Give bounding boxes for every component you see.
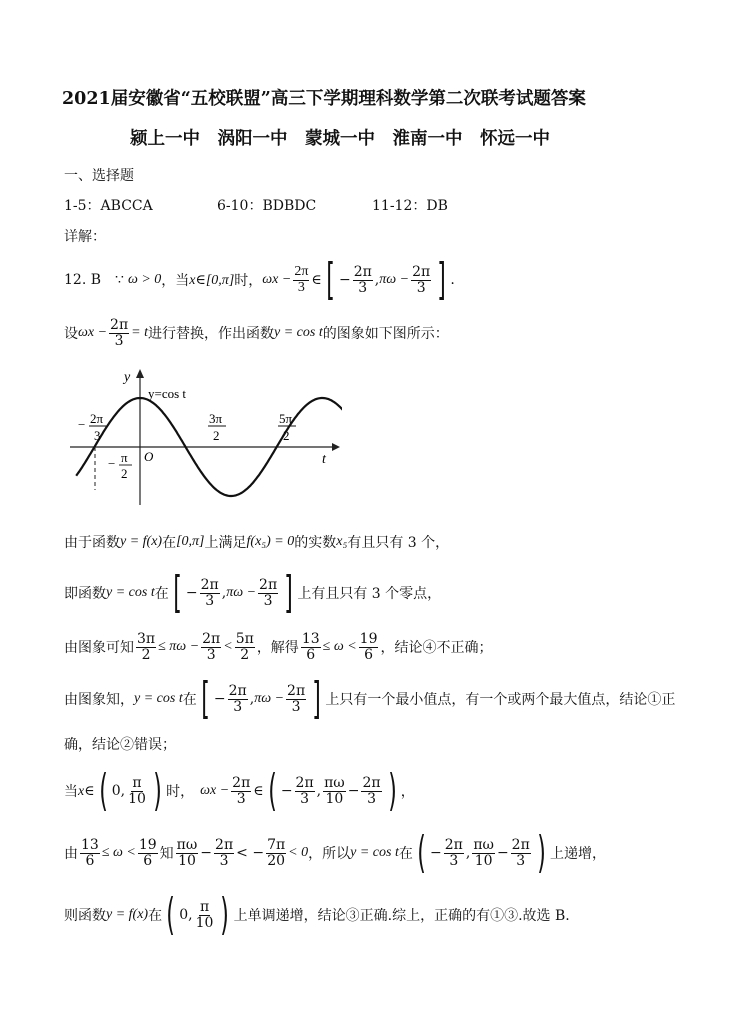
curve-label: y=cos t bbox=[148, 386, 187, 401]
origin-label: O bbox=[144, 449, 154, 464]
substitution-line: 设 ωx − $\frac{2\pi}{3}$ = t 进行替换，作出函数 y = cos t 的图象如下图所示： bbox=[64, 316, 449, 349]
para-5: 当 x∈ ( 0, $\frac{\pi}{10}$ ) 时， ωx − $\frac{2\pi}{3}$ ∈ ( − $\frac{2\pi}{3}$ , $\frac{\pi\omega}{10}$ − $\frac{2\pi}{3}$ ) ， bbox=[64, 765, 415, 816]
t-axis-label: t bbox=[322, 452, 326, 467]
answer-group-3: 11-12：DB bbox=[372, 198, 448, 214]
para-4-cont: 确，结论②错误； bbox=[64, 737, 176, 753]
para-1: 由于函数 y = f(x) 在 [0,π] 上满足 f(x₅) = 0 的实数 x₅ 有且只有 3 个， bbox=[64, 534, 450, 551]
para-6: 由 $\frac{13}{6}$ ≤ ω < $\frac{19}{6}$ 知 $\frac{\pi\omega}{10}$ − $\frac{2\pi}{3}$ < − $\frac{7\pi}{20}$ < 0 ，所以 y = cos t 在 ( − $\frac{2\pi}{3}$ , $\frac{\pi\omega}{10}$ − $\frac{2\pi}{3}$ ) 上递增， bbox=[64, 827, 606, 878]
document-title: 2021届安徽省“五校联盟”高三下学期理科数学第二次联考试题答案 bbox=[62, 89, 586, 109]
q12-line: 12. B ∵ ω > 0 ，当 x∈[0,π] 时， ωx − $\frac{2\pi}{3}$ ∈ [ − $\frac{2\pi}{3}$ , πω − $\frac{2\pi}{3}$ ] . bbox=[64, 254, 455, 305]
fraction: $\frac{2\pi}{3}$ bbox=[110, 316, 129, 349]
y-axis-label: y bbox=[124, 370, 131, 385]
answer-group-2: 6-10：BDBDC bbox=[217, 198, 317, 214]
svg-text:−: − bbox=[108, 456, 116, 471]
fraction: $\frac{2\pi}{3}$ bbox=[294, 263, 309, 295]
answer-group-1: 1-5：ABCCA bbox=[64, 198, 153, 214]
detail-label: 详解： bbox=[64, 229, 106, 245]
cosine-graph bbox=[64, 365, 342, 510]
tick-5pi2-num: 5π bbox=[279, 411, 293, 426]
para-4: 由图象知， y = cos t 在 [ − $\frac{2\pi}{3}$ , πω − $\frac{2\pi}{3}$ ] 上只有一个最小值点，有一个或两个最大值点，结论①正 bbox=[64, 673, 676, 724]
para-3: 由图象可知 $\frac{3\pi}{2}$ ≤ πω − $\frac{2\pi}{3}$ < $\frac{5\pi}{2}$ ，解得 $\frac{13}{6}$ ≤ ω < $\frac{19}{6}$ ，结论④不正确； bbox=[64, 630, 493, 663]
para-2: 即函数 y = cos t 在 [ − $\frac{2\pi}{3}$ , πω − $\frac{2\pi}{3}$ ] 上有且只有 3 个零点， bbox=[64, 567, 442, 618]
schools-line: 颍上一中 涡阳一中 蒙城一中 淮南一中 怀远一中 bbox=[130, 129, 550, 149]
tick-5pi2-den: 2 bbox=[283, 428, 290, 443]
tick-3pi2-num: 3π bbox=[209, 411, 223, 426]
tick-neg-pi2-den: 2 bbox=[121, 466, 128, 481]
q12-label: 12. B bbox=[64, 272, 102, 288]
tick-neg-2pi3-num: 2π bbox=[90, 411, 104, 426]
fraction: $\frac{2\pi}{3}$ bbox=[353, 263, 372, 296]
tick-3pi2-den: 2 bbox=[213, 428, 220, 443]
tick-neg-2pi3-den: 3 bbox=[94, 428, 101, 443]
para-7: 则函数 y = f(x) 在 ( 0, $\frac{\pi}{10}$ ) 上单调递增，结论③正确.综上，正确的有①③.故选 B. bbox=[64, 889, 570, 940]
tick-neg-pi2-num: π bbox=[121, 450, 128, 465]
svg-text:−: − bbox=[78, 417, 86, 432]
section-heading: 一、选择题 bbox=[64, 168, 134, 184]
fraction: $\frac{2\pi}{3}$ bbox=[412, 263, 431, 296]
